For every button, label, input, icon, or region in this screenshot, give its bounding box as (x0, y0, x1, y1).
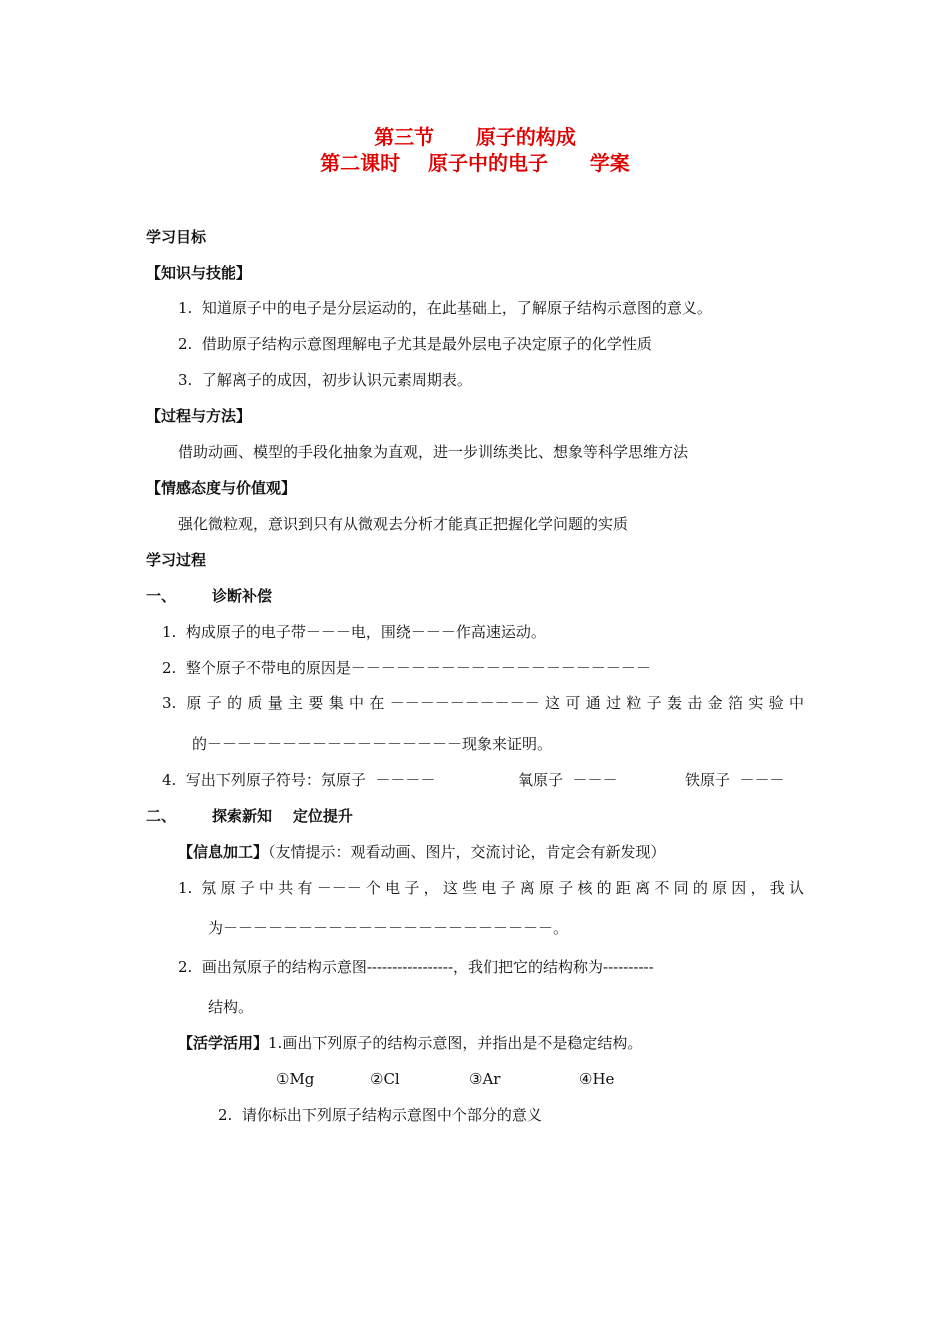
title-line-1: 第三节 原子的构成 (374, 125, 576, 149)
learning-process-heading: 学习过程 (146, 551, 207, 569)
emotion-heading: 【情感态度与价值观】 (146, 479, 297, 497)
part2-item-2-cont: 结构。 (208, 998, 254, 1016)
apply-tag: 【活学活用】 (178, 1034, 269, 1052)
apply-text: 1.画出下列原子的结构示意图，并指出是不是稳定结构。 (268, 1034, 643, 1052)
apply-item-2: 2. 请你标出下列原子结构示意图中个部分的意义 (218, 1106, 542, 1124)
part2-item-1: 1. 氖原子中共有－－－个电子，这些电子离原子核的距离不同的原因，我认 (178, 879, 804, 897)
knowledge-item-1: 1. 知道原子中的电子是分层运动的，在此基础上，了解原子结构示意图的意义。 (178, 299, 712, 317)
process-text: 借助动画、模型的手段化抽象为直观，进一步训练类比、想象等科学思维方法 (178, 443, 689, 461)
part1-item-3: 3. 原子的质量主要集中在－－－－－－－－－－这可通过粒子轰击金箔实验中 (162, 694, 804, 712)
part2-item-2: 2. 画出氖原子的结构示意图-----------------，我们把它的结构称为---------- (178, 958, 654, 976)
atom-he: ④He (579, 1070, 615, 1088)
part1-item-4-neon: 4. 写出下列原子符号：氖原子 －－－－ (162, 771, 436, 789)
part2-number: 二、 (146, 807, 177, 825)
part2-title: 探索新知 定位提升 (212, 807, 353, 825)
part1-item-2: 2. 整个原子不带电的原因是－－－－－－－－－－－－－－－－－－－－ (162, 659, 651, 677)
process-heading: 【过程与方法】 (146, 407, 252, 425)
objectives-heading: 学习目标 (146, 228, 207, 246)
atom-mg: ①Mg (276, 1070, 315, 1088)
atom-cl: ②Cl (370, 1070, 400, 1088)
part1-item-4-oxygen: 氧原子 －－－ (518, 771, 618, 789)
knowledge-heading: 【知识与技能】 (146, 264, 252, 282)
part1-item-3-cont: 的－－－－－－－－－－－－－－－－－现象来证明。 (192, 735, 553, 753)
info-processing-line (178, 841, 666, 863)
part1-title: 诊断补偿 (212, 587, 273, 605)
knowledge-item-2: 2. 借助原子结构示意图理解电子尤其是最外层电子决定原子的化学性质 (178, 335, 652, 353)
part2-item-1-cont: 为－－－－－－－－－－－－－－－－－－－－－－。 (208, 919, 569, 937)
apply-line (178, 1032, 642, 1054)
knowledge-item-3: 3. 了解离子的成因，初步认识元素周期表。 (178, 371, 472, 389)
atom-ar: ③Ar (469, 1070, 501, 1088)
part1-item-4-iron: 铁原子 －－－ (685, 771, 785, 789)
info-processing-hint: （友情提示：观看动画、图片，交流讨论，肯定会有新发现） (268, 843, 666, 861)
emotion-text: 强化微粒观，意识到只有从微观去分析才能真正把握化学问题的实质 (178, 515, 629, 533)
title-line-2: 第二课时 原子中的电子 学案 (320, 151, 630, 175)
part1-number: 一、 (146, 587, 177, 605)
info-processing-tag: 【信息加工】 (178, 843, 269, 861)
part1-item-1: 1. 构成原子的电子带－－－电，围绕－－－作高速运动。 (162, 623, 546, 641)
